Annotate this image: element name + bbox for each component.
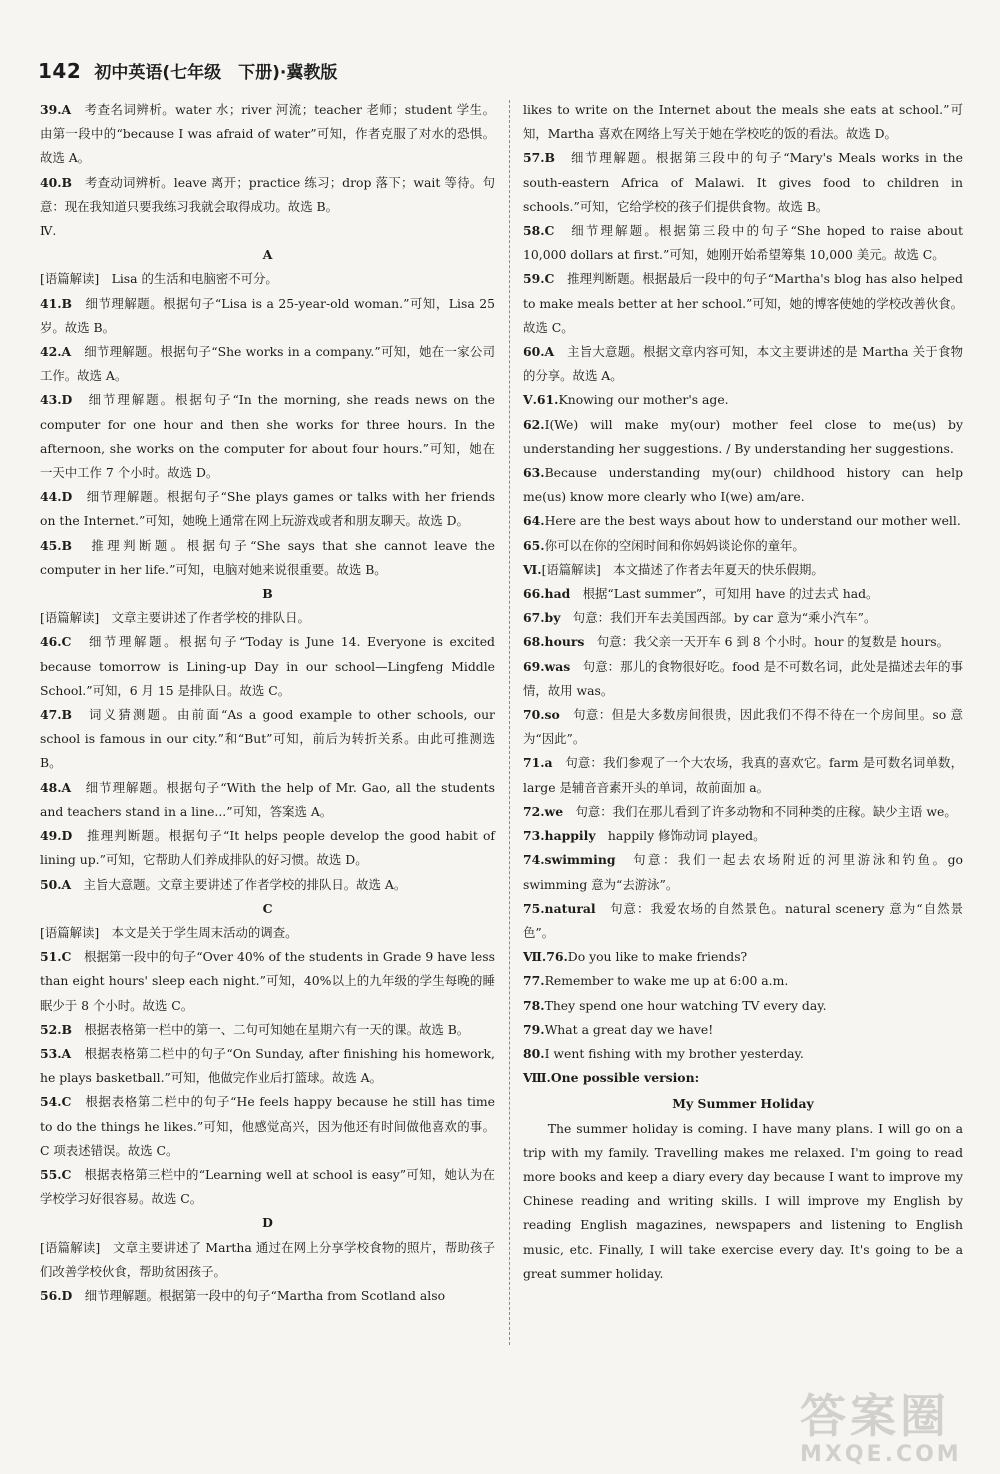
answer-number: 42.A [40,344,72,360]
answer-number: 41.B [40,295,73,311]
answer-item [523,800,963,824]
answer-text: 句意：我父亲一天开车 6 到 8 个小时。hour 的复数是 hours。 [584,634,949,650]
answer-item [40,340,495,388]
answer-item [523,98,963,146]
answer-item [40,1042,495,1090]
answer-number: 46.C [40,634,72,650]
answer-number: 48.A [40,779,72,795]
answer-text: 根据表格第二栏中的句子“He feels happy because he still has time to do the things he likes.”可知，他感觉高兴，因为他还有时间做他喜欢的事。C 项表述错误。故选 C。 [40,1094,495,1158]
answer-text: 推理判断题。根据最后一段中的句子“Martha's blog has also helped to make meals better at her school.”可知，她的博客使她的学校改善伙食。故选 C。 [523,271,963,335]
essay-body: The summer holiday is coming. I have many plans. I will go on a trip with my family. Travelling makes me relaxed. I'm going to read more books and keep a diary every day because I want to improve my Chinese reading and writing skills. I will improve my English by reading English magazines, newspapers and listening to English music, etc. Finally, I will take exercise every day. It's going to be a great summer holiday. [523,1120,963,1281]
answer-text: 细节理解题。根据第三段中的句子“She hoped to raise about 10,000 dollars at first.”可知，她刚开始希望筹集 10,000 美元。故选 C。 [523,223,963,263]
answer-number: 60.A [523,344,555,360]
answer-item [40,1090,495,1163]
answer-number: Ⅵ. [523,561,542,577]
watermark-logo-text: 答案圈 [800,1389,950,1443]
answer-text: [语篇解读] 文章主要讲述了作者学校的排队日。 [40,610,310,626]
section-heading: B [262,586,273,602]
answer-number: 58.C [523,223,555,239]
answer-text: 词义猜测题。由前面“As a good example to other schools, our school is famous in our city.”和“But”可知，前后为转折关系。由此可推测选 B。 [40,707,495,771]
answer-item [40,219,495,243]
answer-text: [语篇解读] Lisa 的生活和电脑密不可分。 [40,271,278,287]
answer-text: Here are the best ways about how to understand our mother well. [544,513,961,529]
answer-text: What a great day we have! [544,1021,714,1037]
page-header [38,58,508,86]
answer-text: 句意：但是大多数房间很贵，因此我们不得不待在一个房间里。so 意为“因此”。 [523,707,963,747]
answer-item [523,582,963,606]
answer-item [40,873,495,897]
answer-text: I went fishing with my brother yesterday. [544,1045,804,1061]
answer-text: 细节理解题。根据句子“With the help of Mr. Gao, all the students and teachers stand in a line...”可知，答案选 A。 [40,779,495,819]
answer-number: 56.D [40,1287,73,1303]
answer-item [523,509,963,533]
answer-item [523,969,963,993]
watermark-url: MXQE.COM [800,1442,962,1467]
answer-item [523,1018,963,1042]
answer-text: 根据“Last summer”，可知用 have 的过去式 had。 [570,586,879,602]
answer-item [523,703,963,751]
answer-item [523,945,963,969]
answer-text: Ⅳ. [40,223,57,239]
answer-item [40,1284,495,1308]
essay-title: My Summer Holiday [672,1096,814,1112]
answer-number: 78. [523,997,545,1013]
answer-number: 50.A [40,876,72,892]
answer-item [40,171,495,219]
answer-item [40,945,495,1018]
answer-text: happily 修饰动词 played。 [595,828,766,844]
answer-number: Ⅴ.61. [523,392,559,408]
answer-number: 68.hours [523,634,585,650]
answer-text: Do you like to make friends? [567,949,748,965]
section-heading: A [262,247,273,263]
answer-item [523,751,963,799]
answer-item [40,1018,495,1042]
answer-text: 句意：我们一起去农场附近的河里游泳和钓鱼。go swimming 意为“去游泳”。 [523,852,963,892]
answer-number: 43.D [40,392,73,408]
answer-text: 细节理解题。根据句子“Lisa is a 25-year-old woman.”可知，Lisa 25 岁。故选 B。 [40,295,495,335]
answer-text: 句意：我们开车去美国西部。by car 意为“乘小汽车”。 [560,610,877,626]
answer-item [523,219,963,267]
answer-number: 79. [523,1021,545,1037]
answer-number: 59.C [523,271,555,287]
answer-item [523,824,963,848]
answer-text: 根据表格第三栏中的“Learning well at school is easy”可知，她认为在学校学习好很容易。故选 C。 [40,1166,495,1207]
answer-item [40,388,495,485]
answer-item [40,606,495,630]
answer-text: They spend one hour watching TV every day. [544,997,827,1013]
answer-text: 你可以在你的空闲时间和你妈妈谈论你的童年。 [544,537,805,553]
answer-number: 66.had [523,586,571,602]
answer-number: 65. [523,537,545,553]
answer-item [523,848,963,896]
answer-item [40,98,495,171]
answer-text: [语篇解读] 本文描述了作者去年夏天的快乐假期。 [541,561,824,577]
answer-number: 52.B [40,1021,73,1037]
answer-number: 47.B [40,707,73,723]
answer-number: 57.B [523,150,556,166]
answer-text: [语篇解读] 文章主要讲述了 Martha 通过在网上分享学校食物的照片，帮助孩子们改善学校伙食，帮助贫困孩子。 [40,1239,495,1279]
answer-item [523,1042,963,1066]
answer-text: [语篇解读] 本文是关于学生周末活动的调查。 [40,924,298,940]
answer-number: 80. [523,1045,545,1061]
answer-text: 句意：我们在那儿看到了许多动物和不同种类的庄稼。缺少主语 we。 [563,803,957,819]
column-divider [509,100,510,1345]
page-number: 142 [38,59,82,83]
answer-number: 49.D [40,828,73,844]
answer-number: 71.a [523,755,553,771]
answer-text: 主旨大意题。根据文章内容可知，本文主要讲述的是 Martha 关于食物的分享。故选 A。 [523,344,963,384]
answer-text: 考查动词辨析。leave 离开；practice 练习；drop 落下；wait 等待。句意：现在我知道只要我练习我就会取得成功。故选 B。 [40,174,495,214]
right-column [523,98,963,1286]
answer-text: likes to write on the Internet about the meals she eats at school.”可知，Martha 喜欢在网络上写关于她在学校吃的饭的看法。故选 D。 [523,102,963,142]
watermark-logo [800,1380,995,1467]
answer-number: 74.swimming [523,852,616,868]
answer-text: 句意：我们参观了一个大农场，我真的喜欢它。farm 是可数名词单数，large 是辅音音素开头的单词，故前面加 a。 [523,755,963,795]
answer-text: 细节理解题。根据句子“She plays games or talks with her friends on the Internet.”可知，她晚上通常在网上玩游戏或者和朋友聊天。故选 D。 [40,489,495,529]
answer-number: 53.A [40,1045,72,1061]
answer-text: One possible version: [550,1070,700,1086]
answer-number: 75.natural [523,900,596,916]
answer-text: Because understanding my(our) childhood history can help me(us) know more clearly who I(we) am/are. [523,465,963,505]
answer-text: 考查名词辨析。water 水；river 河流；teacher 老师；student 学生。由第一段中的“because I was afraid of water”可知，作者克服了对水的恐惧。故选 A。 [40,102,495,166]
answer-text: 主旨大意题。文章主要讲述了作者学校的排队日。故选 A。 [71,876,407,892]
answer-number: 54.C [40,1094,72,1110]
answer-number: 39.A [40,102,72,117]
answer-number: 55.C [40,1166,72,1182]
answer-item [523,146,963,219]
answer-item [523,1066,963,1090]
book-title: 初中英语(七年级 下册)·冀教版 [94,63,338,83]
answer-text: 句意：那儿的食物很好吃。food 是不可数名词，此处是描述去年的事情，故用 was。 [523,658,963,698]
section-heading: C [262,900,273,916]
answer-text: Remember to wake me up at 6:00 a.m. [544,973,789,989]
answer-item [40,824,495,872]
answer-text: 根据第一段中的句子“Over 40% of the students in Grade 9 have less than eight hours' sleep each night.”可知，40%以上的九年级的学生每晚的睡眠少于 8 个小时。故选 C。 [40,949,495,1013]
answer-text: 细节理解题。根据第三段中的句子“Mary's Meals works in the south-eastern Africa of Malawi. It gives food to children in schools.”可知，它给学校的孩子们提供食物。故选 B。 [523,150,963,214]
answer-number: Ⅷ. [523,1070,551,1086]
answer-item [523,534,963,558]
answer-item [523,461,963,509]
answer-number: 70.so [523,707,560,723]
answer-item [523,340,963,388]
answer-item [523,897,963,945]
answer-item [40,485,495,533]
answer-number: 62. [523,416,545,432]
answer-item [40,776,495,824]
answer-number: 67.by [523,610,561,626]
answer-text: 细节理解题。根据第一段中的句子“Martha from Scotland also [72,1287,446,1303]
answer-text: 根据表格第二栏中的句子“On Sunday, after finishing his homework, he plays basketball.”可知，他做完作业后打篮球。故选 A。 [40,1045,495,1086]
answer-text: I(We) will make my(our) mother feel close to me(us) by understanding her suggestions. / By understanding her suggestions. [523,416,963,456]
answer-text: 细节理解题。根据句子“Today is June 14. Everyone is excited because tomorrow is Lining-up Day in our school—Lingfeng Middle School.”可知，6 月 15 是排队日。故选 C。 [40,634,495,698]
answer-item [523,994,963,1018]
answer-number: 44.D [40,489,73,505]
answer-item [523,413,963,461]
answer-text: 推理判断题。根据句子“It helps people develop the good habit of lining up.”可知，它帮助人们养成排队的好习惯。故选 D。 [40,828,495,868]
answer-item [523,606,963,630]
answer-number: 45.B [40,537,73,553]
left-column [40,98,495,1308]
answer-item [523,558,963,582]
answer-text: 推理判断题。根据句子“She says that she cannot leave the computer in her life.”可知，电脑对她来说很重要。故选 B。 [40,537,495,577]
section-heading: D [262,1215,273,1231]
answer-number: 69.was [523,658,571,674]
answer-item [523,267,963,340]
answer-number: 51.C [40,949,72,965]
answer-number: 72.we [523,803,564,819]
answer-item [40,703,495,776]
answer-text: 根据表格第一栏中的第一、二句可知她在星期六有一天的课。故选 B。 [72,1021,470,1037]
answer-number: 77. [523,973,545,989]
answer-number: 64. [523,513,545,529]
answer-number: 63. [523,465,545,481]
answer-item [523,630,963,654]
answer-number: 40.B [40,174,73,190]
answer-item [40,534,495,582]
answer-item [40,1236,495,1284]
answer-number: 73.happily [523,828,596,844]
answer-item [523,388,963,412]
answer-item [40,267,495,291]
answer-text: 细节理解题。根据句子“She works in a company.”可知，她在一家公司工作。故选 A。 [40,344,495,384]
answer-item [40,292,495,340]
answer-item [40,921,495,945]
answer-item [523,655,963,703]
answer-text: 句意：我爱农场的自然景色。natural scenery 意为“自然景色”。 [523,900,963,940]
answer-text: Knowing our mother's age. [558,392,729,408]
answer-item [40,1163,495,1211]
answer-text: 细节理解题。根据句子“In the morning, she reads news on the computer for one hour and then she works for three hours. In the afternoon, she works on the computer for about four hours.”可知，她在一天中工作 7 个小时。故选 D。 [40,392,495,481]
answer-item [40,630,495,703]
answer-number: Ⅶ.76. [523,949,568,965]
